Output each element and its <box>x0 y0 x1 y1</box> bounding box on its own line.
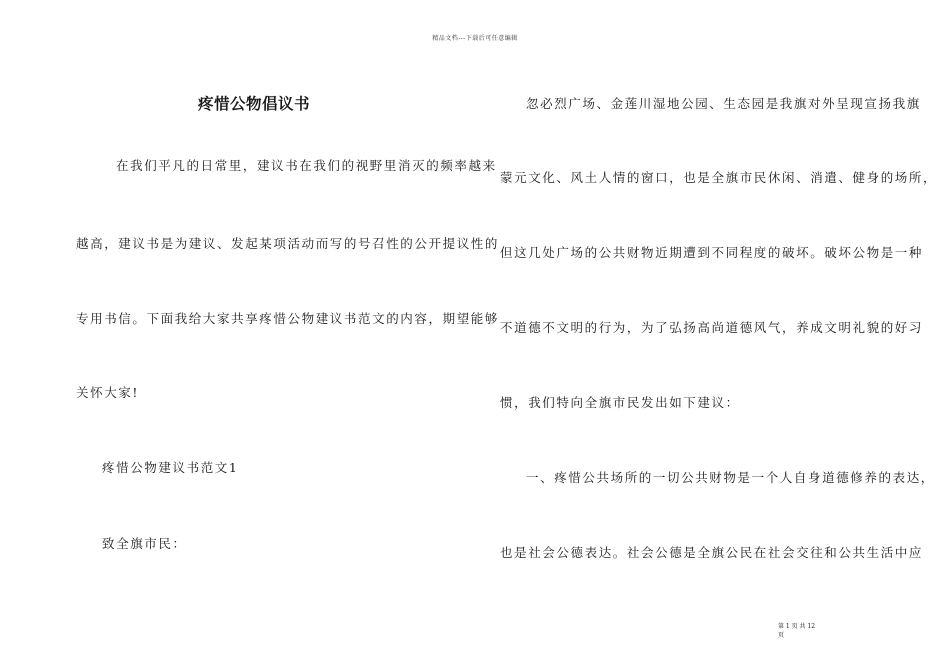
page-number-suffix: 页 <box>778 632 785 639</box>
paragraph-line: 不道德不文明的行为，为了弘扬高尚道德风气，养成文明礼貌的好习 <box>500 320 924 335</box>
salutation: 致全旗市民： <box>102 536 187 551</box>
paragraph-line: 蒙元文化、风土人情的窗口，也是全旗市民休闲、消遣、健身的场所， <box>500 170 938 185</box>
paragraph-line: 忽必烈广场、金莲川湿地公园、生态园是我旗对外呈现宣扬我旗 <box>526 96 921 111</box>
sample-heading: 疼惜公物建议书范文1 <box>102 460 239 475</box>
page-header: 精品文档---下载后可任意编辑 <box>432 35 518 42</box>
paragraph-line: 惯，我们特向全旗市民发出如下建议： <box>500 395 740 410</box>
paragraph-line: 一、疼惜公共场所的一切公共财物是一个人自身道德修养的表达， <box>526 470 935 485</box>
paragraph-line: 关怀大家! <box>76 385 140 400</box>
paragraph-line: 但这几处广场的公共财物近期遭到不同程度的破坏。破坏公物是一种 <box>500 245 924 260</box>
document-title: 疼惜公物倡议书 <box>198 94 311 113</box>
page-number: 第 1 页 共 12 <box>778 623 816 630</box>
page-footer <box>778 622 838 640</box>
paragraph-line: 在我们平凡的日常里，建议书在我们的视野里消灭的频率越来 <box>116 158 497 173</box>
paragraph-line: 越高，建议书是为建议、发起某项活动而写的号召性的公开提议性的 <box>76 236 500 251</box>
paragraph-line: 专用书信。下面我给大家共享疼惜公物建议书范文的内容，期望能够 <box>76 311 500 326</box>
paragraph-line: 也是社会公德表达。社会公德是全旗公民在社会交往和公共生活中应 <box>500 545 924 560</box>
